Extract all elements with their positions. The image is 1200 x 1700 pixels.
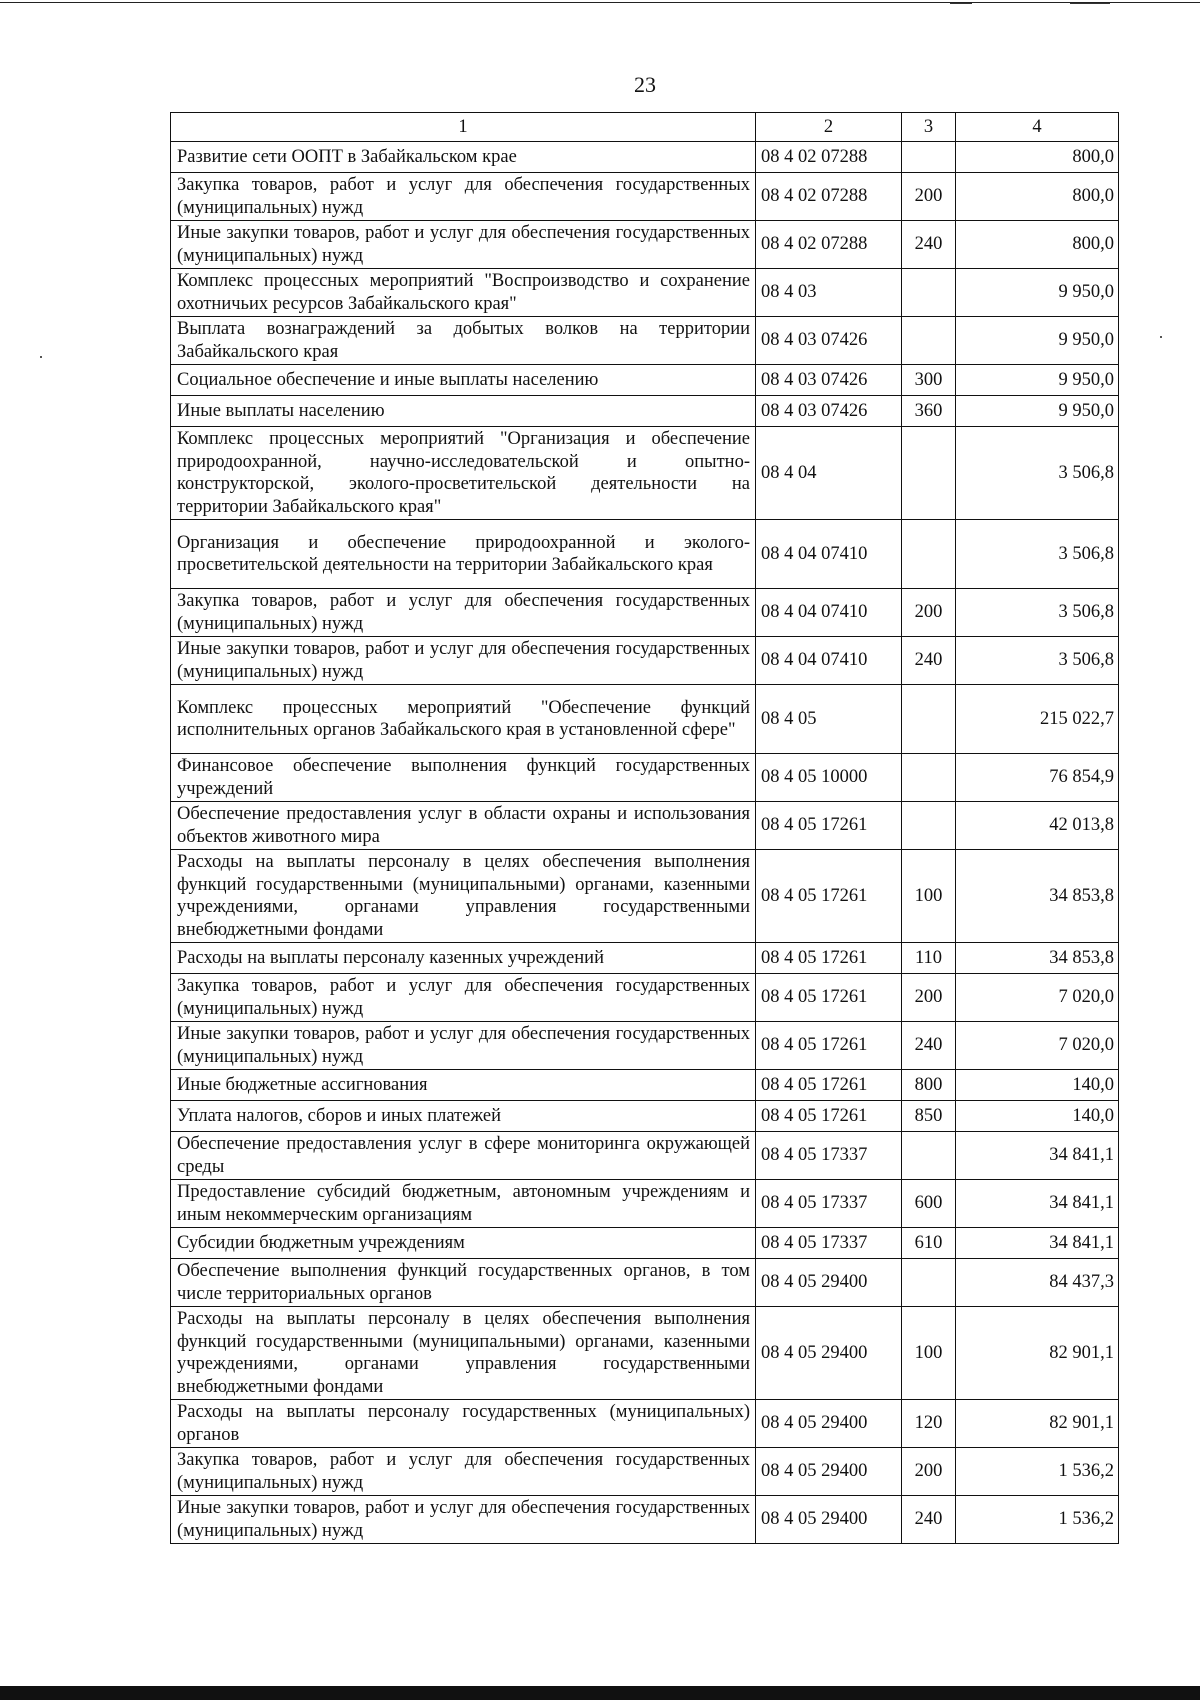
row-name-cell: Расходы на выплаты персоналу в целях обеспечения выполнения функций государственными (муниципальными) органами, казенными учреждениями, органами управления государственными внебюджетными фондами xyxy=(171,850,756,943)
table-row xyxy=(171,520,1119,589)
row-amount-cell: 34 853,8 xyxy=(956,850,1119,943)
row-code-cell: 08 4 04 xyxy=(756,427,902,520)
table-row xyxy=(171,1307,1119,1400)
row-code-cell: 08 4 05 17261 xyxy=(756,1070,902,1101)
row-name-cell: Комплекс процессных мероприятий "Обеспечение функций исполнительных органов Забайкальского края в установленной сфере" xyxy=(171,685,756,754)
scan-bottom-edge xyxy=(0,1686,1200,1700)
row-name-cell: Субсидии бюджетным учреждениям xyxy=(171,1228,756,1259)
table-row xyxy=(171,221,1119,269)
row-code-cell: 08 4 05 17261 xyxy=(756,1022,902,1070)
row-amount-cell: 7 020,0 xyxy=(956,974,1119,1022)
row-type-cell xyxy=(902,142,956,173)
scan-top-marks xyxy=(950,0,1110,8)
row-name-cell: Закупка товаров, работ и услуг для обеспечения государственных (муниципальных) нужд xyxy=(171,589,756,637)
table-row xyxy=(171,396,1119,427)
row-code-cell: 08 4 05 17261 xyxy=(756,802,902,850)
row-type-cell: 850 xyxy=(902,1101,956,1132)
table-row xyxy=(171,1180,1119,1228)
row-amount-cell: 82 901,1 xyxy=(956,1307,1119,1400)
table-row xyxy=(171,1022,1119,1070)
row-amount-cell: 3 506,8 xyxy=(956,427,1119,520)
row-type-cell: 200 xyxy=(902,1448,956,1496)
column-header: 2 xyxy=(756,113,902,142)
row-name-cell: Иные бюджетные ассигнования xyxy=(171,1070,756,1101)
row-name-cell: Иные закупки товаров, работ и услуг для обеспечения государственных (муниципальных) нужд xyxy=(171,221,756,269)
row-amount-cell: 800,0 xyxy=(956,142,1119,173)
row-type-cell: 240 xyxy=(902,1496,956,1544)
scan-speck xyxy=(1160,336,1162,338)
row-code-cell: 08 4 05 xyxy=(756,685,902,754)
row-type-cell: 240 xyxy=(902,221,956,269)
table-row xyxy=(171,269,1119,317)
row-code-cell: 08 4 05 17261 xyxy=(756,974,902,1022)
row-amount-cell: 9 950,0 xyxy=(956,269,1119,317)
row-code-cell: 08 4 04 07410 xyxy=(756,637,902,685)
row-amount-cell: 140,0 xyxy=(956,1101,1119,1132)
scan-speck xyxy=(40,356,42,358)
row-name-cell: Расходы на выплаты персоналу казенных учреждений xyxy=(171,943,756,974)
table-header-row xyxy=(171,113,1119,142)
row-code-cell: 08 4 05 29400 xyxy=(756,1400,902,1448)
row-code-cell: 08 4 05 29400 xyxy=(756,1496,902,1544)
row-type-cell: 240 xyxy=(902,1022,956,1070)
table-row xyxy=(171,1228,1119,1259)
table-row xyxy=(171,427,1119,520)
row-type-cell: 600 xyxy=(902,1180,956,1228)
row-name-cell: Уплата налогов, сборов и иных платежей xyxy=(171,1101,756,1132)
row-type-cell xyxy=(902,427,956,520)
row-type-cell: 300 xyxy=(902,365,956,396)
row-code-cell: 08 4 05 29400 xyxy=(756,1307,902,1400)
budget-table-container xyxy=(170,112,1118,1544)
row-name-cell: Закупка товаров, работ и услуг для обеспечения государственных (муниципальных) нужд xyxy=(171,974,756,1022)
row-amount-cell: 1 536,2 xyxy=(956,1496,1119,1544)
row-amount-cell: 7 020,0 xyxy=(956,1022,1119,1070)
table-row xyxy=(171,1070,1119,1101)
row-amount-cell: 215 022,7 xyxy=(956,685,1119,754)
table-row xyxy=(171,365,1119,396)
row-amount-cell: 3 506,8 xyxy=(956,589,1119,637)
row-type-cell xyxy=(902,1259,956,1307)
row-name-cell: Социальное обеспечение и иные выплаты населению xyxy=(171,365,756,396)
page-number: 23 xyxy=(634,72,656,97)
row-name-cell: Обеспечение предоставления услуг в области охраны и использования объектов животного мира xyxy=(171,802,756,850)
table-row xyxy=(171,637,1119,685)
row-amount-cell: 800,0 xyxy=(956,221,1119,269)
row-name-cell: Развитие сети ООПТ в Забайкальском крае xyxy=(171,142,756,173)
row-amount-cell: 82 901,1 xyxy=(956,1400,1119,1448)
row-name-cell: Иные выплаты населению xyxy=(171,396,756,427)
row-amount-cell: 34 853,8 xyxy=(956,943,1119,974)
row-code-cell: 08 4 05 17261 xyxy=(756,850,902,943)
row-name-cell: Комплекс процессных мероприятий "Организация и обеспечение природоохранной, научно-исследовательской и опытно-конструкторской, эколого-просветительской деятельности на территории Забайкальского края" xyxy=(171,427,756,520)
table-row xyxy=(171,142,1119,173)
row-amount-cell: 3 506,8 xyxy=(956,520,1119,589)
row-code-cell: 08 4 05 29400 xyxy=(756,1259,902,1307)
row-code-cell: 08 4 02 07288 xyxy=(756,221,902,269)
row-code-cell: 08 4 05 17337 xyxy=(756,1132,902,1180)
row-name-cell: Финансовое обеспечение выполнения функций государственных учреждений xyxy=(171,754,756,802)
column-header: 4 xyxy=(956,113,1119,142)
row-code-cell: 08 4 02 07288 xyxy=(756,173,902,221)
row-type-cell: 800 xyxy=(902,1070,956,1101)
row-amount-cell: 42 013,8 xyxy=(956,802,1119,850)
table-row xyxy=(171,1132,1119,1180)
row-code-cell: 08 4 05 10000 xyxy=(756,754,902,802)
row-code-cell: 08 4 05 17261 xyxy=(756,1101,902,1132)
row-name-cell: Организация и обеспечение природоохранной и эколого-просветительской деятельности на территории Забайкальского края xyxy=(171,520,756,589)
row-type-cell: 610 xyxy=(902,1228,956,1259)
row-amount-cell: 9 950,0 xyxy=(956,365,1119,396)
table-body xyxy=(171,142,1119,1544)
row-type-cell: 120 xyxy=(902,1400,956,1448)
row-amount-cell: 9 950,0 xyxy=(956,317,1119,365)
row-name-cell: Комплекс процессных мероприятий "Воспроизводство и сохранение охотничьих ресурсов Забайкальского края" xyxy=(171,269,756,317)
row-name-cell: Предоставление субсидий бюджетным, автономным учреждениям и иным некоммерческим организациям xyxy=(171,1180,756,1228)
row-amount-cell: 3 506,8 xyxy=(956,637,1119,685)
row-code-cell: 08 4 04 07410 xyxy=(756,520,902,589)
table-row xyxy=(171,802,1119,850)
row-code-cell: 08 4 04 07410 xyxy=(756,589,902,637)
row-code-cell: 08 4 03 xyxy=(756,269,902,317)
row-name-cell: Выплата вознаграждений за добытых волков на территории Забайкальского края xyxy=(171,317,756,365)
row-code-cell: 08 4 05 17337 xyxy=(756,1180,902,1228)
row-name-cell: Обеспечение выполнения функций государственных органов, в том числе территориальных органов xyxy=(171,1259,756,1307)
table-row xyxy=(171,754,1119,802)
table-row xyxy=(171,589,1119,637)
row-code-cell: 08 4 03 07426 xyxy=(756,365,902,396)
table-row xyxy=(171,173,1119,221)
row-name-cell: Закупка товаров, работ и услуг для обеспечения государственных (муниципальных) нужд xyxy=(171,1448,756,1496)
row-type-cell xyxy=(902,754,956,802)
row-name-cell: Обеспечение предоставления услуг в сфере мониторинга окружающей среды xyxy=(171,1132,756,1180)
row-type-cell: 100 xyxy=(902,850,956,943)
row-amount-cell: 34 841,1 xyxy=(956,1228,1119,1259)
row-type-cell: 110 xyxy=(902,943,956,974)
row-type-cell: 200 xyxy=(902,589,956,637)
row-amount-cell: 800,0 xyxy=(956,173,1119,221)
row-name-cell: Расходы на выплаты персоналу государственных (муниципальных) органов xyxy=(171,1400,756,1448)
table-row xyxy=(171,685,1119,754)
row-amount-cell: 34 841,1 xyxy=(956,1132,1119,1180)
column-header: 3 xyxy=(902,113,956,142)
row-amount-cell: 84 437,3 xyxy=(956,1259,1119,1307)
row-type-cell xyxy=(902,520,956,589)
table-row xyxy=(171,1448,1119,1496)
row-code-cell: 08 4 05 29400 xyxy=(756,1448,902,1496)
row-amount-cell: 1 536,2 xyxy=(956,1448,1119,1496)
row-name-cell: Иные закупки товаров, работ и услуг для обеспечения государственных (муниципальных) нужд xyxy=(171,637,756,685)
row-type-cell xyxy=(902,317,956,365)
table-row xyxy=(171,1400,1119,1448)
row-type-cell xyxy=(902,1132,956,1180)
column-header: 1 xyxy=(171,113,756,142)
row-type-cell: 100 xyxy=(902,1307,956,1400)
row-name-cell: Расходы на выплаты персоналу в целях обеспечения выполнения функций государственными (муниципальными) органами, казенными учреждениями, органами управления государственными внебюджетными фондами xyxy=(171,1307,756,1400)
table-row xyxy=(171,1496,1119,1544)
table-row xyxy=(171,1259,1119,1307)
row-code-cell: 08 4 02 07288 xyxy=(756,142,902,173)
row-amount-cell: 140,0 xyxy=(956,1070,1119,1101)
row-code-cell: 08 4 05 17337 xyxy=(756,1228,902,1259)
table-row xyxy=(171,317,1119,365)
row-type-cell: 200 xyxy=(902,173,956,221)
row-amount-cell: 9 950,0 xyxy=(956,396,1119,427)
row-type-cell xyxy=(902,685,956,754)
row-name-cell: Иные закупки товаров, работ и услуг для обеспечения государственных (муниципальных) нужд xyxy=(171,1496,756,1544)
budget-table xyxy=(170,112,1119,1544)
row-name-cell: Иные закупки товаров, работ и услуг для обеспечения государственных (муниципальных) нужд xyxy=(171,1022,756,1070)
row-type-cell: 360 xyxy=(902,396,956,427)
table-row xyxy=(171,974,1119,1022)
row-amount-cell: 34 841,1 xyxy=(956,1180,1119,1228)
table-row xyxy=(171,1101,1119,1132)
table-row xyxy=(171,850,1119,943)
row-code-cell: 08 4 05 17261 xyxy=(756,943,902,974)
row-type-cell xyxy=(902,269,956,317)
row-type-cell xyxy=(902,802,956,850)
row-name-cell: Закупка товаров, работ и услуг для обеспечения государственных (муниципальных) нужд xyxy=(171,173,756,221)
row-code-cell: 08 4 03 07426 xyxy=(756,317,902,365)
row-type-cell: 240 xyxy=(902,637,956,685)
row-type-cell: 200 xyxy=(902,974,956,1022)
row-code-cell: 08 4 03 07426 xyxy=(756,396,902,427)
table-row xyxy=(171,943,1119,974)
row-amount-cell: 76 854,9 xyxy=(956,754,1119,802)
